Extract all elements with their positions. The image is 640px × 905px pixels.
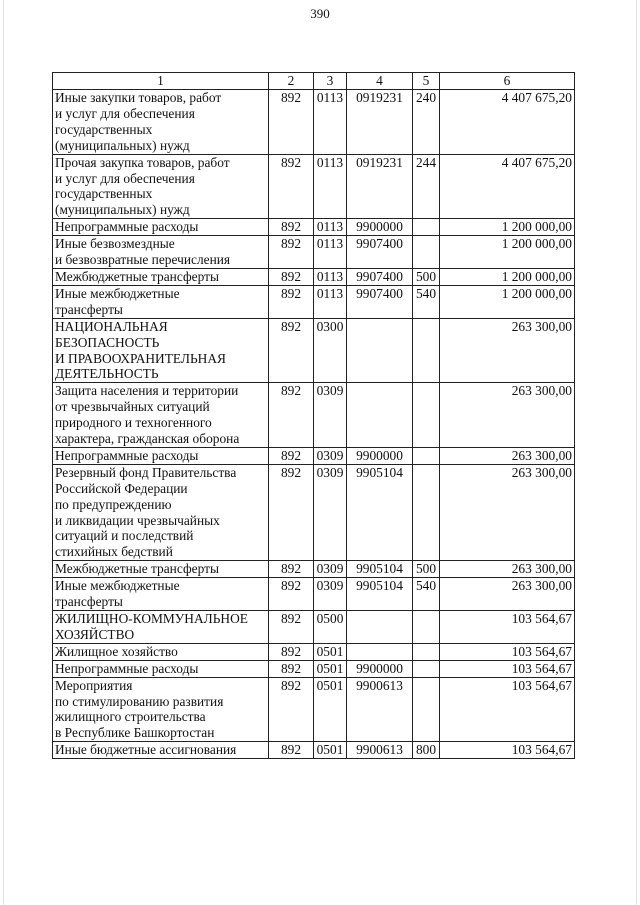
row-amount: 263 300,00: [440, 464, 575, 560]
row-code-section: 0309: [314, 383, 347, 448]
table-row: [53, 447, 575, 464]
row-amount: 263 300,00: [440, 318, 575, 383]
row-name: Жилищное хозяйство: [53, 643, 269, 660]
row-code-section: 0501: [314, 660, 347, 677]
row-amount: 4 407 675,20: [440, 154, 575, 219]
row-code-admin: 892: [269, 318, 314, 383]
row-code-target: 9905104: [347, 561, 413, 578]
table-row: [53, 611, 575, 644]
row-code-section: 0113: [314, 268, 347, 285]
row-code-target: [347, 318, 413, 383]
row-name: Непрограммные расходы: [53, 219, 269, 236]
row-name: Иные межбюджетные трансферты: [53, 285, 269, 318]
page-number: 390: [310, 6, 330, 21]
row-code-type: [413, 660, 440, 677]
table-row: [53, 236, 575, 269]
table-row: [53, 268, 575, 285]
row-code-target: 9907400: [347, 285, 413, 318]
row-name: Иные закупки товаров, работ и услуг для обеспечения государственных (муниципальных) нужд: [53, 90, 269, 155]
row-code-target: 9900000: [347, 660, 413, 677]
row-code-type: 500: [413, 561, 440, 578]
row-code-type: [413, 447, 440, 464]
row-amount: 103 564,67: [440, 677, 575, 742]
row-code-type: [413, 383, 440, 448]
row-code-admin: 892: [269, 219, 314, 236]
row-code-type: [413, 318, 440, 383]
header-col-3: 3: [314, 73, 347, 90]
row-name: Межбюджетные трансферты: [53, 268, 269, 285]
row-code-target: 9900613: [347, 742, 413, 759]
row-name: Иные бюджетные ассигнования: [53, 742, 269, 759]
row-code-type: 240: [413, 90, 440, 155]
header-col-1: 1: [53, 73, 269, 90]
table-row: [53, 383, 575, 448]
table-row: [53, 742, 575, 759]
row-name: Непрограммные расходы: [53, 660, 269, 677]
row-name: НАЦИОНАЛЬНАЯ БЕЗОПАСНОСТЬ И ПРАВООХРАНИТЕЛЬНАЯ ДЕЯТЕЛЬНОСТЬ: [53, 318, 269, 383]
row-amount: 1 200 000,00: [440, 219, 575, 236]
row-name: Резервный фонд Правительства Российской Федерации по предупреждению и ликвидации чрезвычайных ситуаций и последствий стихийных бедствий: [53, 464, 269, 560]
row-name: Иные межбюджетные трансферты: [53, 578, 269, 611]
row-amount: 263 300,00: [440, 447, 575, 464]
row-code-admin: 892: [269, 285, 314, 318]
row-code-admin: 892: [269, 268, 314, 285]
row-code-section: 0501: [314, 677, 347, 742]
scan-edge-left: [3, 0, 4, 905]
row-code-target: 9900000: [347, 447, 413, 464]
row-amount: 1 200 000,00: [440, 236, 575, 269]
row-code-type: [413, 643, 440, 660]
row-amount: 263 300,00: [440, 561, 575, 578]
row-amount: 4 407 675,20: [440, 90, 575, 155]
header-col-4: 4: [347, 73, 413, 90]
header-row: [53, 73, 575, 90]
row-amount: 103 564,67: [440, 611, 575, 644]
row-code-target: 0919231: [347, 90, 413, 155]
row-code-admin: 892: [269, 561, 314, 578]
table-row: [53, 154, 575, 219]
row-code-admin: 892: [269, 464, 314, 560]
row-code-section: 0309: [314, 447, 347, 464]
scan-edge-right: [636, 0, 637, 905]
row-code-section: 0501: [314, 742, 347, 759]
row-code-admin: 892: [269, 677, 314, 742]
row-code-admin: 892: [269, 643, 314, 660]
row-amount: 103 564,67: [440, 643, 575, 660]
table-body: [53, 90, 575, 759]
header-col-2: 2: [269, 73, 314, 90]
budget-table: [52, 72, 575, 759]
row-code-admin: 892: [269, 90, 314, 155]
row-code-admin: 892: [269, 447, 314, 464]
header-col-6: 6: [440, 73, 575, 90]
row-code-section: 0113: [314, 90, 347, 155]
row-amount: 1 200 000,00: [440, 268, 575, 285]
row-name: Межбюджетные трансферты: [53, 561, 269, 578]
row-code-section: 0500: [314, 611, 347, 644]
row-code-target: 9907400: [347, 268, 413, 285]
row-amount: 103 564,67: [440, 742, 575, 759]
row-code-section: 0113: [314, 236, 347, 269]
table-row: [53, 561, 575, 578]
row-code-admin: 892: [269, 154, 314, 219]
row-name: Иные безвозмездные и безвозвратные перечисления: [53, 236, 269, 269]
row-code-section: 0113: [314, 219, 347, 236]
row-code-target: 9900613: [347, 677, 413, 742]
row-code-target: 0919231: [347, 154, 413, 219]
table-row: [53, 660, 575, 677]
row-code-section: 0501: [314, 643, 347, 660]
row-code-admin: 892: [269, 236, 314, 269]
row-code-type: [413, 677, 440, 742]
row-code-section: 0300: [314, 318, 347, 383]
row-code-type: [413, 236, 440, 269]
row-amount: 103 564,67: [440, 660, 575, 677]
row-name: ЖИЛИЩНО-КОММУНАЛЬНОЕ ХОЗЯЙСТВО: [53, 611, 269, 644]
row-code-type: [413, 219, 440, 236]
row-code-target: [347, 611, 413, 644]
row-name: Прочая закупка товаров, работ и услуг для обеспечения государственных (муниципальных) нужд: [53, 154, 269, 219]
header-col-5: 5: [413, 73, 440, 90]
table-row: [53, 464, 575, 560]
row-code-section: 0309: [314, 561, 347, 578]
row-code-section: 0309: [314, 578, 347, 611]
row-amount: 263 300,00: [440, 578, 575, 611]
table-row: [53, 285, 575, 318]
table-row: [53, 318, 575, 383]
row-name: Мероприятия по стимулированию развития жилищного строительства в Республике Башкортостан: [53, 677, 269, 742]
row-name: Защита населения и территории от чрезвычайных ситуаций природного и техногенного характера, гражданская оборона: [53, 383, 269, 448]
table-row: [53, 90, 575, 155]
row-code-type: 540: [413, 285, 440, 318]
row-code-admin: 892: [269, 578, 314, 611]
row-code-type: [413, 611, 440, 644]
table-row: [53, 219, 575, 236]
row-code-target: 9905104: [347, 578, 413, 611]
table-row: [53, 643, 575, 660]
row-name: Непрограммные расходы: [53, 447, 269, 464]
row-amount: 263 300,00: [440, 383, 575, 448]
row-code-target: 9907400: [347, 236, 413, 269]
row-code-section: 0113: [314, 285, 347, 318]
row-code-admin: 892: [269, 383, 314, 448]
row-code-admin: 892: [269, 742, 314, 759]
row-code-target: 9900000: [347, 219, 413, 236]
row-code-section: 0309: [314, 464, 347, 560]
row-code-target: [347, 643, 413, 660]
row-code-section: 0113: [314, 154, 347, 219]
row-code-type: 244: [413, 154, 440, 219]
row-code-admin: 892: [269, 660, 314, 677]
row-amount: 1 200 000,00: [440, 285, 575, 318]
row-code-admin: 892: [269, 611, 314, 644]
row-code-type: [413, 464, 440, 560]
row-code-target: 9905104: [347, 464, 413, 560]
row-code-target: [347, 383, 413, 448]
row-code-type: 800: [413, 742, 440, 759]
row-code-type: 540: [413, 578, 440, 611]
table-row: [53, 578, 575, 611]
table-row: [53, 677, 575, 742]
row-code-type: 500: [413, 268, 440, 285]
